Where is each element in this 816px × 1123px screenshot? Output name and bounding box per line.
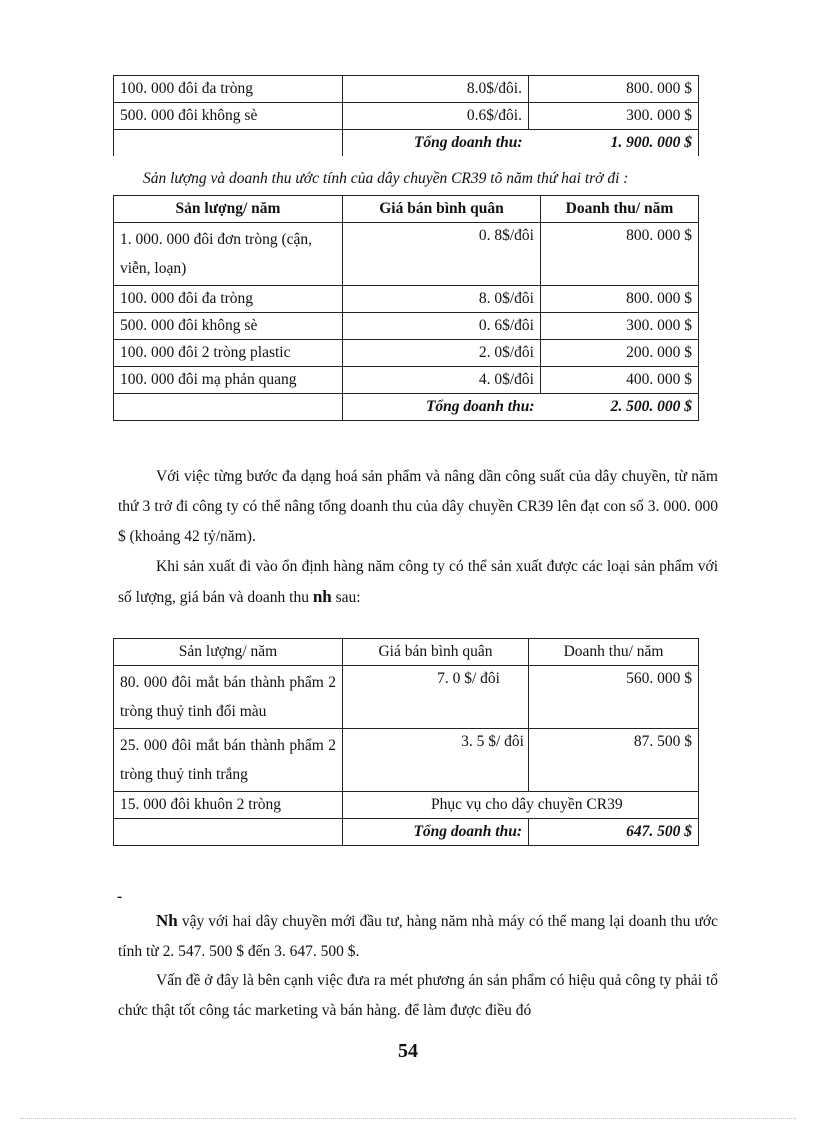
footer-divider [20, 1118, 796, 1119]
dash-mark: - [117, 888, 123, 905]
total-value: 2. 500. 000 $ [541, 394, 699, 421]
table-cell-product: 100. 000 đôi đa tròng [114, 76, 343, 103]
paragraph-text: Với việc từng bước đa dạng hoá sản phẩm và nâng dần công suất của dây chuyền, từ năm thứ 3 trở đi công ty có thể nâng tổng doanh thu của dây chuyền CR39 lên đạt con số 3. 000. 000 $ (khoảng 42 tỷ/năm). [118, 468, 718, 545]
table-header-row [114, 639, 699, 666]
table-cell-product: 100. 000 đôi 2 tròng plastic [114, 340, 343, 367]
table-cell-price: 8. 0$/đôi [343, 286, 541, 313]
paragraph-text: Vấn đề ở đây là bên cạnh việc đưa ra mét phương án sản phẩm có hiệu quả công ty phải tổ chức thật tốt công tác marketing và bán hàng. để làm được điều đó [118, 972, 718, 1019]
table-row [114, 223, 699, 286]
table-cell-revenue: 200. 000 $ [541, 340, 699, 367]
column-header: Giá bán bình quân [343, 196, 541, 223]
table-cell-product: 100. 000 đôi mạ phản quang [114, 367, 343, 394]
table-row [114, 729, 699, 792]
table-total-row [114, 130, 699, 157]
table-cell-price: 3. 5 $/ đôi [343, 729, 529, 792]
table-cell-price: 0. 6$/đôi [343, 313, 541, 340]
column-header: Doanh thu/ năm [529, 639, 699, 666]
paragraph-text: Khi sản xuất đi vào ổn định hàng năm công ty có thể sản xuất được các loại sản phẩm với số lượng, giá bán và doanh thu [118, 558, 718, 606]
column-header: Sản lượng/ năm [114, 639, 343, 666]
table-total-row [114, 394, 699, 421]
table-cell-empty [114, 130, 343, 157]
table-cell-price: 0. 8$/đôi [343, 223, 541, 286]
column-header: Giá bán bình quân [343, 639, 529, 666]
paragraph-lead: Nh [156, 911, 178, 930]
table-cell-price: 7. 0 $/ đôi [343, 666, 529, 729]
table-cell-product: 1. 000. 000 đôi đơn tròng (cận, viễn, loạn) [114, 223, 343, 286]
page-number: 54 [398, 1040, 418, 1062]
table-row [114, 286, 699, 313]
table-row [114, 76, 699, 103]
table-row [114, 313, 699, 340]
revenue-table-year1 [113, 75, 699, 156]
table-row [114, 367, 699, 394]
table-cell-product: 100. 000 đôi đa tròng [114, 286, 343, 313]
paragraph-text: vậy với hai dây chuyền mới đầu tư, hàng năm nhà máy có thể mang lại doanh thu ước tính từ 2. 547. 500 $ đến 3. 647. 500 $. [118, 913, 718, 960]
table-row [114, 103, 699, 130]
table-cell-revenue: 87. 500 $ [529, 729, 699, 792]
revenue-table-year2 [113, 195, 699, 421]
total-label: Tổng doanh thu: [343, 819, 529, 846]
stray-text: nh [312, 587, 332, 606]
table-header-row [114, 196, 699, 223]
total-label: Tổng doanh thu: [343, 130, 529, 157]
table-cell-price: 8.0$/đôi. [343, 76, 529, 103]
paragraph-conclusion [118, 906, 718, 967]
table-cell-product: 15. 000 đôi khuôn 2 tròng [114, 792, 343, 819]
table-cell-product: 25. 000 đôi mắt bán thành phẩm 2 tròng thuỷ tinh trắng [114, 729, 343, 792]
table-cell-revenue: 800. 000 $ [541, 286, 699, 313]
table-cell-price: 4. 0$/đôi [343, 367, 541, 394]
total-value: 647. 500 $ [529, 819, 699, 846]
paragraph-marketing [118, 966, 718, 1026]
column-header: Sản lượng/ năm [114, 196, 343, 223]
table-cell-price: 0.6$/đôi. [343, 103, 529, 130]
table-cell-empty [114, 394, 343, 421]
paragraph-stable-production [118, 552, 718, 613]
table-cell-revenue: 300. 000 $ [541, 313, 699, 340]
table-cell-product: 80. 000 đôi mắt bán thành phẩm 2 tròng thuỷ tinh đổi màu [114, 666, 343, 729]
table-cell-empty [114, 819, 343, 846]
paragraph-text-end: sau: [335, 589, 361, 606]
table-row [114, 792, 699, 819]
table-row [114, 340, 699, 367]
paragraph-diversification [118, 462, 718, 552]
column-header: Doanh thu/ năm [541, 196, 699, 223]
table-cell-product: 500. 000 đôi không sè [114, 313, 343, 340]
table-cell-product: 500. 000 đôi không sè [114, 103, 343, 130]
table-row [114, 666, 699, 729]
table-cell-service-note: Phục vụ cho dây chuyền CR39 [343, 792, 699, 819]
table-cell-price: 2. 0$/đôi [343, 340, 541, 367]
table-total-row [114, 819, 699, 846]
table-cell-revenue: 800. 000 $ [529, 76, 699, 103]
total-value: 1. 900. 000 $ [529, 130, 699, 157]
table-cell-revenue: 300. 000 $ [529, 103, 699, 130]
table-cell-revenue: 800. 000 $ [541, 223, 699, 286]
total-label: Tổng doanh thu: [343, 394, 541, 421]
table-cell-revenue: 400. 000 $ [541, 367, 699, 394]
table-caption: Sản lượng và doanh thu ước tính của dây chuyền CR39 tõ năm thứ hai trở đi : [143, 170, 629, 187]
table-cell-revenue: 560. 000 $ [529, 666, 699, 729]
revenue-table-stable [113, 638, 699, 846]
